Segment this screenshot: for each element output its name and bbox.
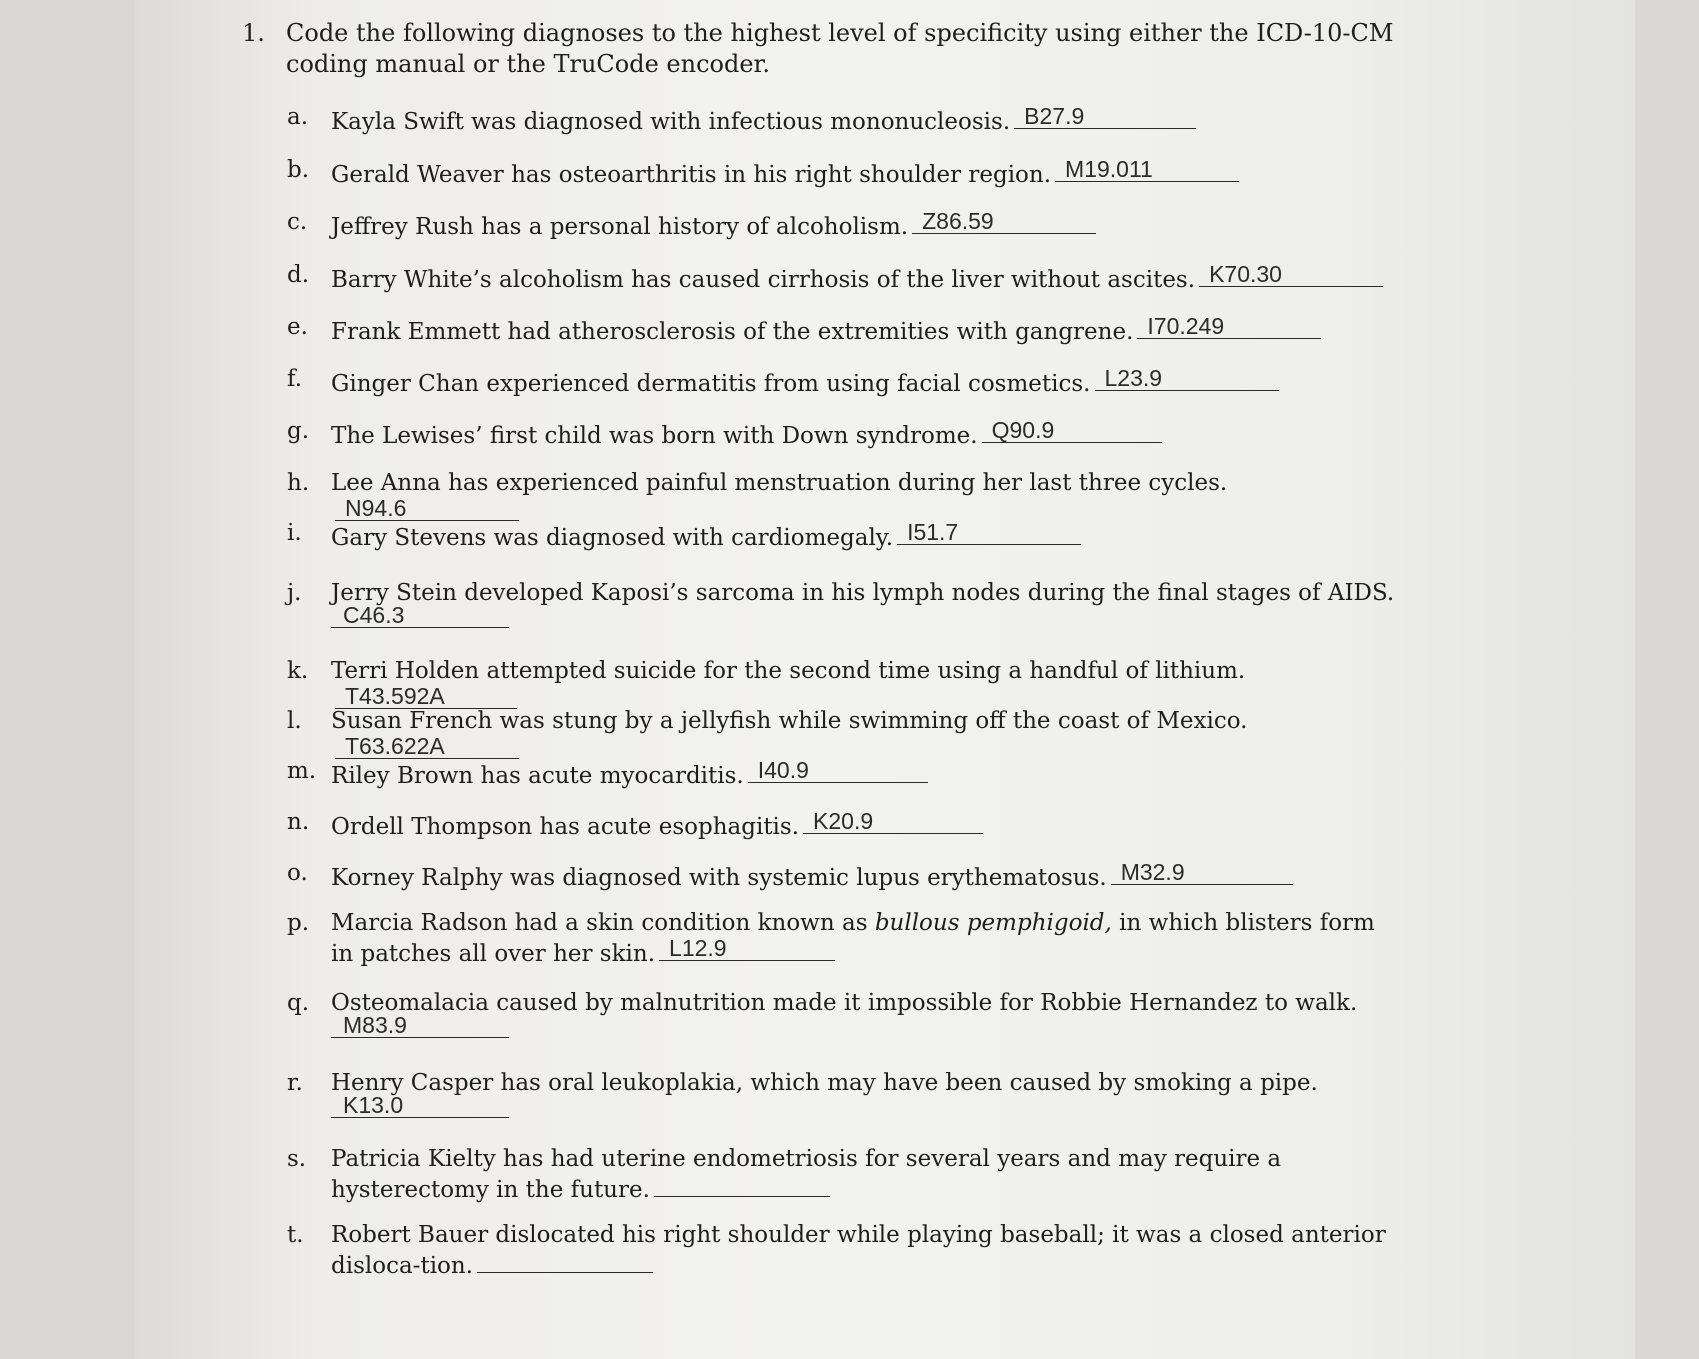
answer-blank[interactable] xyxy=(912,209,1096,234)
answer-blank[interactable] xyxy=(1137,314,1321,339)
item-letter: n. xyxy=(287,809,310,835)
answer-code: Q90.9 xyxy=(991,417,1055,443)
item-text: Ordell Thompson has acute esophagitis. K20.9 xyxy=(331,809,1401,840)
item-letter: q. xyxy=(287,990,310,1016)
answer-code: K70.30 xyxy=(1209,261,1282,287)
answer-blank[interactable] xyxy=(803,809,983,834)
item-text: Gary Stevens was diagnosed with cardiomegaly. I51.7 xyxy=(331,520,1401,551)
question-prompt: Code the following diagnoses to the highest level of specificity using either the ICD-10-CM coding manual or the TruCode encoder. xyxy=(286,19,1394,78)
answer-code: I40.9 xyxy=(757,757,809,783)
answer-code: I51.7 xyxy=(907,519,959,545)
answer-code: Z86.59 xyxy=(922,208,994,234)
item-text: Henry Casper has oral leukoplakia, which may have been caused by smoking a pipe. K13.0 xyxy=(331,1070,1318,1118)
answer-blank[interactable] xyxy=(335,734,519,759)
item-text: Jeffrey Rush has a personal history of alcoholism. Z86.59 xyxy=(331,209,1401,240)
answer-blank[interactable] xyxy=(654,1172,830,1197)
answer-code: I70.249 xyxy=(1147,313,1225,339)
item-text: Robert Bauer dislocated his right shoulder while playing baseball; it was a closed anterior disloca-tion. xyxy=(331,1222,1386,1279)
item-letter: d. xyxy=(287,262,310,288)
answer-blank[interactable] xyxy=(1095,366,1279,391)
item-letter: t. xyxy=(287,1222,304,1248)
item-letter: m. xyxy=(287,758,317,784)
question-number: 1. xyxy=(242,19,265,47)
answer-code: K20.9 xyxy=(813,808,874,834)
item-text: Osteomalacia caused by malnutrition made it impossible for Robbie Hernandez to walk. M83.9 xyxy=(331,990,1358,1038)
item-letter: a. xyxy=(287,104,309,130)
answer-code: N94.6 xyxy=(345,495,407,521)
answer-code: L23.9 xyxy=(1104,365,1163,391)
item-letter: j. xyxy=(287,580,302,606)
answer-blank[interactable] xyxy=(477,1248,653,1273)
item-text: Korney Ralphy was diagnosed with systemic lupus erythematosus. M32.9 xyxy=(331,860,1401,891)
answer-blank[interactable] xyxy=(748,758,928,783)
item-text: Gerald Weaver has osteoarthritis in his right shoulder region. M19.011 xyxy=(331,157,1401,188)
answer-code: T63.622A xyxy=(345,733,445,759)
answer-code: M32.9 xyxy=(1120,859,1185,885)
item-letter: p. xyxy=(287,910,310,936)
item-letter: c. xyxy=(287,209,308,235)
item-letter: k. xyxy=(287,658,309,684)
item-text: Frank Emmett had atherosclerosis of the extremities with gangrene. I70.249 xyxy=(331,314,1401,345)
item-letter: b. xyxy=(287,157,310,183)
answer-code: M19.011 xyxy=(1065,156,1153,182)
italic-term: bullous pemphigoid, xyxy=(874,910,1112,936)
answer-blank[interactable] xyxy=(982,418,1162,443)
item-letter: s. xyxy=(287,1146,307,1172)
item-text: Terri Holden attempted suicide for the second time using a handful of lithium. T43.592A xyxy=(331,658,1246,709)
answer-blank[interactable] xyxy=(1014,104,1196,129)
answer-blank[interactable] xyxy=(897,520,1081,545)
item-letter: e. xyxy=(287,314,308,340)
item-text: Barry White’s alcoholism has caused cirrhosis of the liver without ascites. K70.30 xyxy=(331,262,1401,293)
item-letter: o. xyxy=(287,860,308,886)
item-text: Jerry Stein developed Kaposi’s sarcoma in his lymph nodes during the final stages of AIDS. C46.3 xyxy=(331,580,1395,628)
answer-blank[interactable] xyxy=(335,684,517,709)
answer-blank[interactable] xyxy=(331,1093,509,1118)
item-text: Susan French was stung by a jellyfish while swimming off the coast of Mexico. T63.622A xyxy=(331,708,1248,759)
item-letter: l. xyxy=(287,708,302,734)
answer-code: C46.3 xyxy=(343,602,405,628)
answer-blank[interactable] xyxy=(331,603,509,628)
item-text: Riley Brown has acute myocarditis. I40.9 xyxy=(331,758,1401,789)
item-letter: f. xyxy=(287,366,303,392)
answer-code: B27.9 xyxy=(1024,103,1085,129)
answer-code: L12.9 xyxy=(669,935,727,961)
item-letter: i. xyxy=(287,520,302,546)
answer-blank[interactable] xyxy=(1199,262,1383,287)
item-text: Lee Anna has experienced painful menstruation during her last three cycles. N94.6 xyxy=(331,470,1228,521)
item-text: Patricia Kielty has had uterine endometriosis for several years and may require a hysterectomy in the future. xyxy=(331,1146,1282,1203)
answer-blank[interactable] xyxy=(331,1013,509,1038)
item-letter: g. xyxy=(287,418,310,444)
answer-code: M83.9 xyxy=(343,1012,407,1038)
answer-code: K13.0 xyxy=(343,1092,404,1118)
item-text: The Lewises’ first child was born with Down syndrome. Q90.9 xyxy=(331,418,1401,449)
item-text: Kayla Swift was diagnosed with infectious mononucleosis. B27.9 xyxy=(331,104,1401,135)
item-text: Marcia Radson had a skin condition known as bullous pemphigoid, in which blisters form in patches all over her skin. L12.9 xyxy=(331,910,1375,967)
item-letter: h. xyxy=(287,470,310,496)
answer-blank[interactable] xyxy=(335,496,519,521)
answer-blank[interactable] xyxy=(1111,860,1293,885)
item-letter: r. xyxy=(287,1070,303,1096)
answer-blank[interactable] xyxy=(659,936,835,961)
answer-code: T43.592A xyxy=(345,683,445,709)
item-text: Ginger Chan experienced dermatitis from using facial cosmetics. L23.9 xyxy=(331,366,1401,397)
answer-blank[interactable] xyxy=(1055,157,1239,182)
